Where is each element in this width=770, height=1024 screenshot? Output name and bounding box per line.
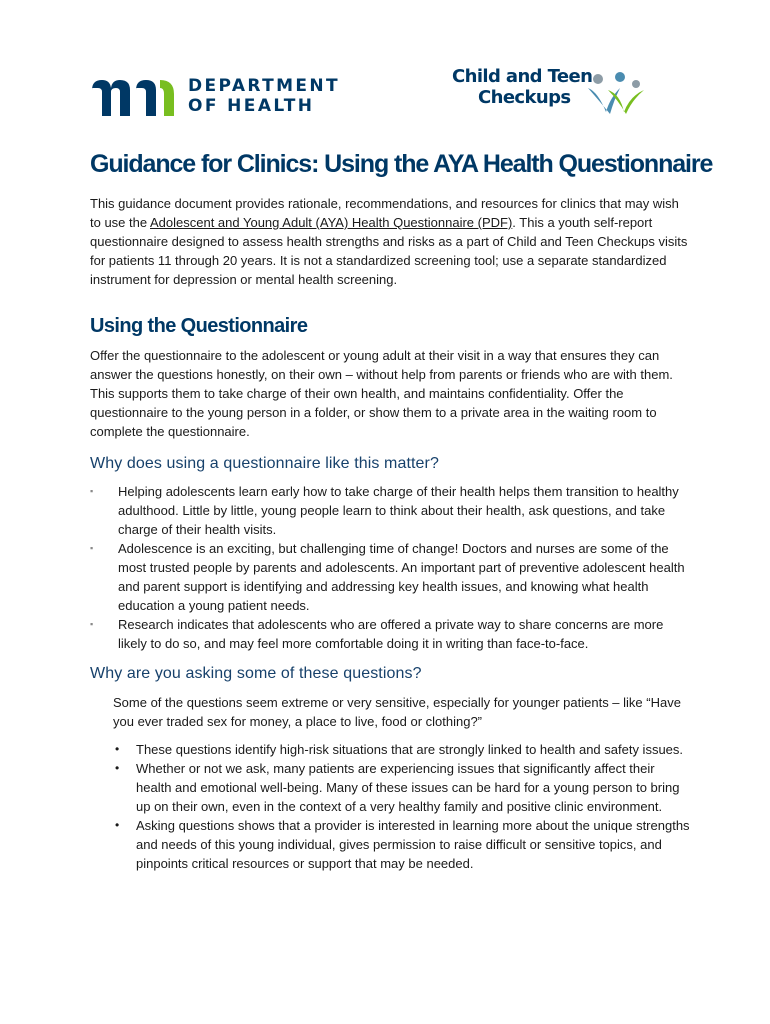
- subheading-why-asking: Why are you asking some of these questions?: [90, 665, 422, 682]
- list-item: [113, 816, 693, 873]
- list-item-text: Research indicates that adolescents who are offered a private way to share concerns are more likely to do so, and may feel more comfortable doing it in writing than face-to-face.: [118, 617, 664, 651]
- list-item: [90, 482, 690, 539]
- mdh-line1: DEPARTMENT: [188, 76, 341, 96]
- mdh-logo: [90, 76, 340, 116]
- bullet-square-icon: ▪: [90, 486, 94, 496]
- intro-text-start: This guidance document provides rationale, recommendations, and resources for clinics that may wish to use the: [90, 196, 679, 230]
- ctc-line1: Child and Teen: [452, 66, 593, 87]
- bullet-square-icon: ▪: [90, 543, 94, 553]
- subheading-why-matter: Why does using a questionnaire like this matter?: [90, 455, 439, 472]
- list-item-text: Helping adolescents learn early how to take charge of their health helps them transition to healthy adulthood. Little by little, young people learn to think about their health, ask questions, and take charge of their health visits.: [118, 484, 679, 537]
- intro-paragraph: [90, 194, 690, 289]
- using-paragraph: Offer the questionnaire to the adolescent or young adult at their visit in a way that ensures they can answer the questions honestly, on their own – without help from parents or friends who are with them. This supports them to take charge of their own health, and maintains confidentiality. Offer the questionnaire to the young person in a folder, or show them to a private area in the waiting room to complete the questionnaire.: [90, 348, 673, 439]
- intro-text-end: . This a youth self-report questionnaire designed to assess health strengths and risks as a part of Child and Teen Checkups visits for patients 11 through 20 years. It is not a standardized screening tool; use a separate standardized instrument for depression or mental health screening.: [90, 215, 688, 287]
- ctc-logo: [452, 66, 646, 116]
- asking-paragraph: Some of the questions seem extreme or very sensitive, especially for younger patients – like “Have you ever traded sex for money, a place to live, food or clothing?”: [113, 695, 681, 729]
- aya-questionnaire-link[interactable]: Adolescent and Young Adult (AYA) Health Questionnaire (PDF): [150, 215, 513, 230]
- ctc-wordmark: [452, 66, 592, 108]
- list-item: [90, 539, 690, 615]
- bullet-square-icon: ▪: [90, 619, 94, 629]
- bullet-dot-icon: •: [115, 742, 120, 756]
- list-item: [90, 615, 690, 653]
- page-title: Guidance for Clinics: Using the AYA Health Questionnaire: [90, 150, 713, 178]
- why-matter-list: [90, 482, 690, 653]
- mdh-line2: OF HEALTH: [188, 96, 315, 116]
- list-item: [113, 740, 693, 759]
- list-item-text: Adolescence is an exciting, but challenging time of change! Doctors and nurses are some of the most trusted people by parents and adolescents. An important part of preventive adolescent health and parent support is identifying and addressing key health issues, and knowing what health education a young patient needs.: [118, 541, 685, 613]
- ctc-figures-icon: [584, 70, 646, 116]
- why-asking-list: [113, 740, 693, 873]
- list-item-text: Asking questions shows that a provider is interested in learning more about the unique strengths and needs of this young individual, gives permission to raise difficult or sensitive topics, and pinpoints critical resources or support that may be needed.: [136, 818, 690, 871]
- list-item-text: These questions identify high-risk situations that are strongly linked to health and safety issues.: [136, 742, 684, 757]
- bullet-dot-icon: •: [115, 761, 120, 775]
- list-item: [113, 759, 693, 816]
- list-item-text: Whether or not we ask, many patients are experiencing issues that significantly affect their health and emotional well-being. Many of these issues can be hard for a young person to bring up on their own, even in the context of a very healthy family and positive clinic environment.: [136, 761, 680, 814]
- mdh-wordmark: [188, 76, 340, 116]
- ctc-line2: Checkups: [478, 87, 571, 108]
- mn-logo-icon: [90, 76, 178, 116]
- bullet-dot-icon: •: [115, 818, 120, 832]
- section-heading-using: Using the Questionnaire: [90, 315, 308, 337]
